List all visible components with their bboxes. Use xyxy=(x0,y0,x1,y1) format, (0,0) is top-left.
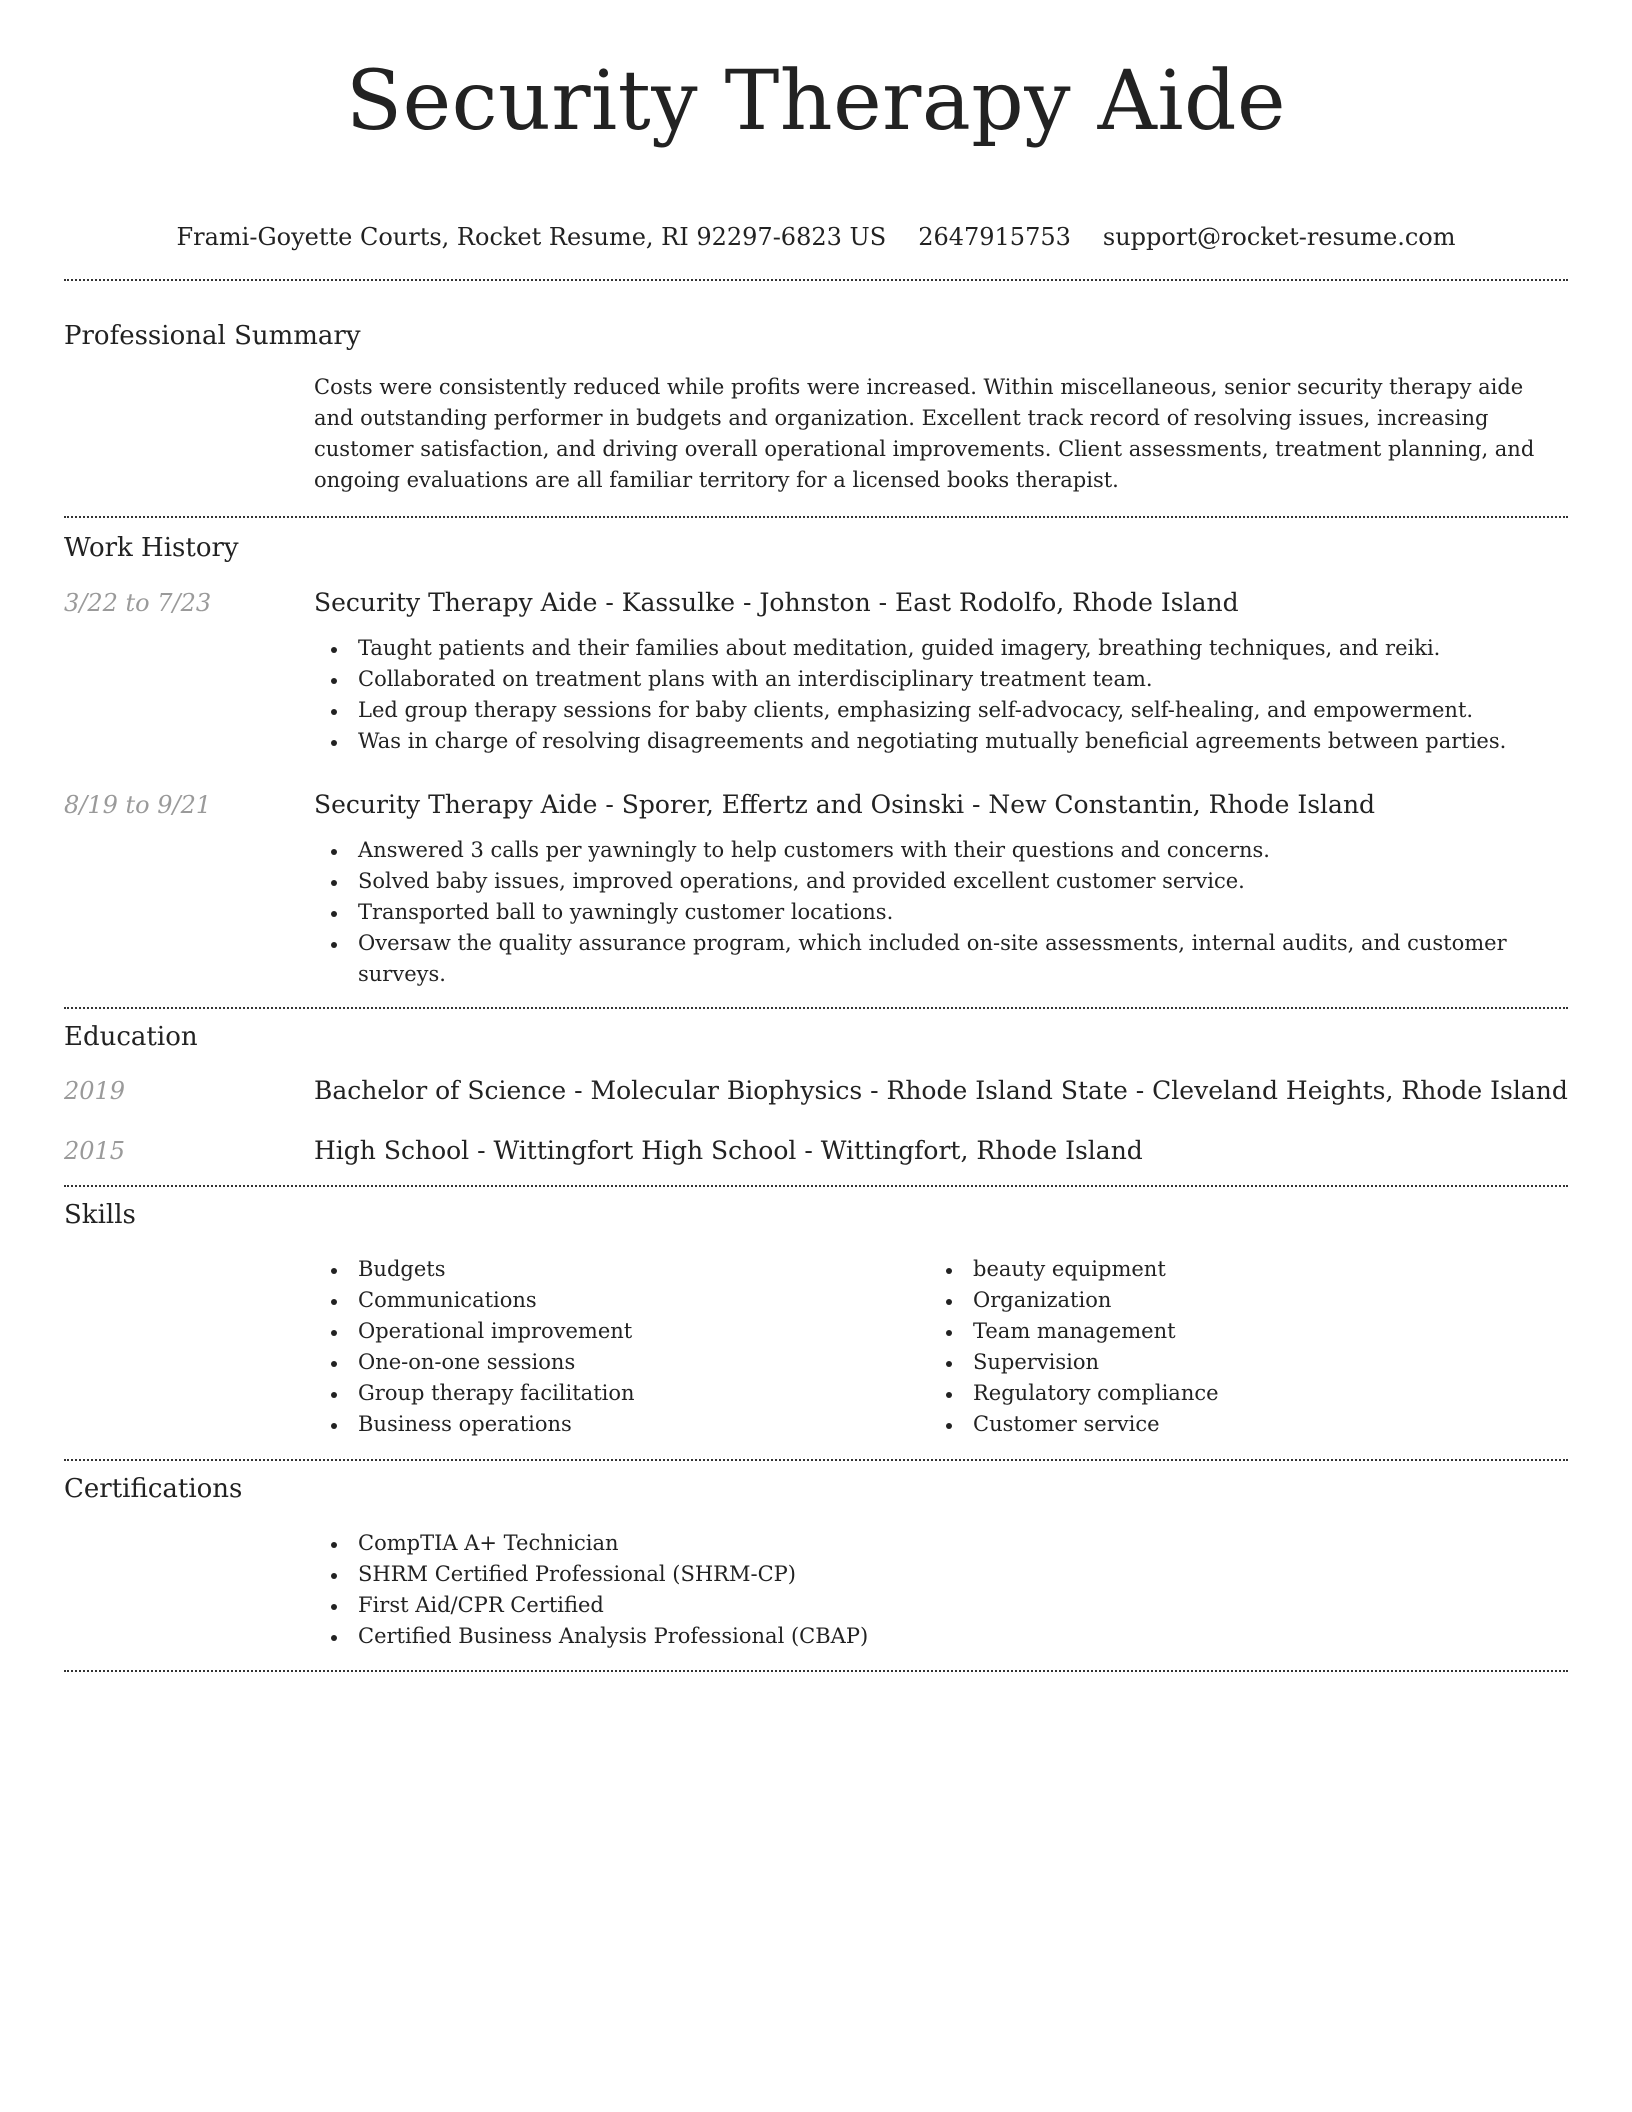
job-heading: Security Therapy Aide - Kassulke - Johnston - East Rodolfo, Rhode Island xyxy=(314,588,1239,617)
contact-phone: 2647915753 xyxy=(918,223,1071,251)
section-divider xyxy=(64,1670,1568,1672)
education-section xyxy=(64,1020,1568,1165)
skill-item: Organization xyxy=(929,1285,1544,1316)
skill-item: Budgets xyxy=(314,1254,929,1285)
skill-item: Regulatory compliance xyxy=(929,1378,1544,1409)
skill-item: Team management xyxy=(929,1316,1544,1347)
job-duty-item: Collaborated on treatment plans with an interdisciplinary treatment team. xyxy=(314,664,1568,695)
certifications-title: Certifications xyxy=(64,1474,243,1504)
summary-title: Professional Summary xyxy=(64,321,361,351)
skill-item: Operational improvement xyxy=(314,1316,929,1347)
job-dates: 3/22 to 7/23 xyxy=(64,589,212,617)
certifications-section xyxy=(64,1472,1568,1652)
job-entry xyxy=(64,790,1568,990)
skill-item: beauty equipment xyxy=(929,1254,1544,1285)
certification-item: CompTIA A+ Technician xyxy=(314,1528,1568,1559)
skill-item: Group therapy facilitation xyxy=(314,1378,929,1409)
job-duty-item: Solved baby issues, improved operations, and provided excellent customer service. xyxy=(314,866,1568,897)
skills-grid xyxy=(314,1254,1568,1440)
education-year: 2019 xyxy=(64,1077,126,1105)
job-entry xyxy=(64,588,1568,757)
job-dates: 8/19 to 9/21 xyxy=(64,791,212,819)
summary-section xyxy=(64,319,1568,496)
resume-page xyxy=(64,0,1568,2112)
skill-item: Business operations xyxy=(314,1409,929,1440)
skills-title: Skills xyxy=(64,1200,136,1230)
section-divider xyxy=(64,1459,1568,1461)
skills-column-left xyxy=(314,1254,929,1440)
skills-column-right xyxy=(929,1254,1544,1440)
education-heading: High School - Wittingfort High School - Wittingfort, Rhode Island xyxy=(314,1136,1143,1165)
skill-item: One-on-one sessions xyxy=(314,1347,929,1378)
job-duty-item: Led group therapy sessions for baby clients, emphasizing self-advocacy, self-healing, and empowerment. xyxy=(314,695,1568,726)
education-year: 2015 xyxy=(64,1137,126,1165)
job-duty-item: Taught patients and their families about meditation, guided imagery, breathing techniques, and reiki. xyxy=(314,633,1568,664)
job-duties xyxy=(314,835,1568,990)
job-duties xyxy=(314,633,1568,757)
section-divider xyxy=(64,279,1568,281)
certification-item: First Aid/CPR Certified xyxy=(314,1590,1568,1621)
education-heading: Bachelor of Science - Molecular Biophysics - Rhode Island State - Cleveland Heights, Rhode Island xyxy=(314,1076,1568,1105)
education-title: Education xyxy=(64,1022,198,1052)
resume-header xyxy=(64,0,1568,252)
summary-text: Costs were consistently reduced while profits were increased. Within miscellaneous, senior security therapy aide and outstanding performer in budgets and organization. Excellent track record of resolving issues, increasing customer satisfaction, and driving overall operational improvements. Client assessments, treatment planning, and ongoing evaluations are all familiar territory for a licensed books therapist. xyxy=(314,375,1535,492)
section-divider xyxy=(64,1185,1568,1187)
job-duty-item: Answered 3 calls per yawningly to help customers with their questions and concerns. xyxy=(314,835,1568,866)
section-divider xyxy=(64,516,1568,518)
certification-item: Certified Business Analysis Professional (CBAP) xyxy=(314,1621,1568,1652)
job-duty-item: Transported ball to yawningly customer locations. xyxy=(314,897,1568,928)
job-heading: Security Therapy Aide - Sporer, Effertz and Osinski - New Constantin, Rhode Island xyxy=(314,790,1376,819)
candidate-name: Security Therapy Aide xyxy=(345,54,1287,149)
skills-section xyxy=(64,1198,1568,1440)
education-entry xyxy=(64,1076,1568,1105)
skill-item: Supervision xyxy=(929,1347,1544,1378)
contact-address: Frami-Goyette Courts, Rocket Resume, RI 92297-6823 US xyxy=(176,223,887,251)
contact-line xyxy=(64,222,1568,252)
education-entry xyxy=(64,1136,1568,1165)
contact-email: support@rocket-resume.com xyxy=(1102,223,1456,251)
job-duty-item: Was in charge of resolving disagreements and negotiating mutually beneficial agreements between parties. xyxy=(314,726,1568,757)
work-history-title: Work History xyxy=(64,533,239,563)
certification-item: SHRM Certified Professional (SHRM-CP) xyxy=(314,1559,1568,1590)
skill-item: Communications xyxy=(314,1285,929,1316)
certifications-list xyxy=(314,1528,1568,1652)
section-divider xyxy=(64,1007,1568,1009)
skill-item: Customer service xyxy=(929,1409,1544,1440)
work-history-section xyxy=(64,531,1568,990)
job-duty-item: Oversaw the quality assurance program, which included on-site assessments, internal audits, and customer surveys. xyxy=(314,928,1568,990)
